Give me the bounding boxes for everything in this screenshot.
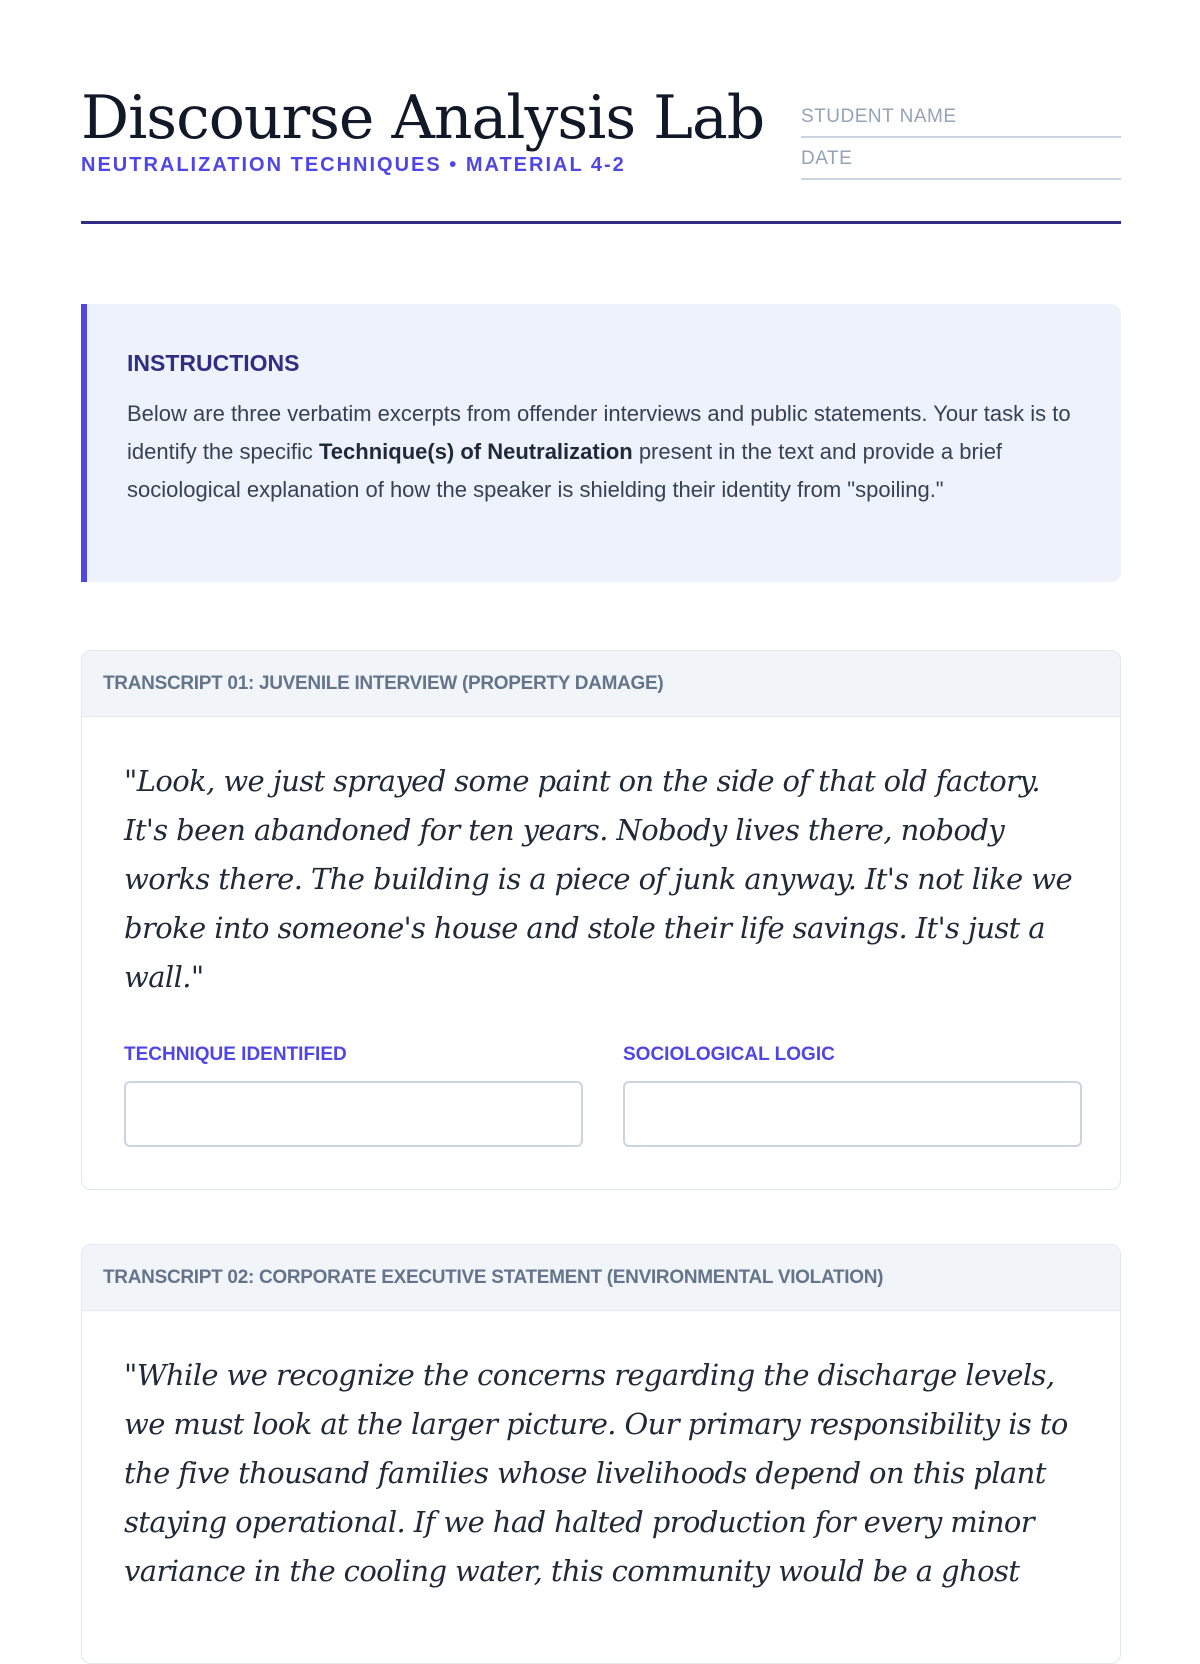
student-name-field[interactable] xyxy=(801,98,1121,138)
worksheet-header xyxy=(81,60,1121,224)
transcript-card-01 xyxy=(81,650,1121,1190)
answer-fields xyxy=(124,1041,1082,1141)
page-title: Discourse Analysis Lab xyxy=(81,83,765,153)
instructions-text-part: present in the text and provide a brief sociological explanation of how the speaker is shielding their identity from "spoiling." xyxy=(127,439,1003,502)
transcript-quote: "While we recognize the concerns regarding the discharge levels, we must look at the larger picture. Our primary responsibility is to the five thousand families whose livelihoods depend on this plant staying operational. If we had halted production for every minor variance in the cooling water, this community would be a ghost xyxy=(124,1358,1068,1588)
transcript-title: TRANSCRIPT 01: JUVENILE INTERVIEW (PROPERTY DAMAGE) xyxy=(103,672,664,694)
instructions-panel xyxy=(81,304,1121,582)
transcript-quote: "Look, we just sprayed some paint on the side of that old factory. It's been abandoned for ten years. Nobody lives there, nobody works there. The building is a piece of junk anyway. It's not like we broke into someone's house and stole their life savings. It's just a wall." xyxy=(124,764,1073,994)
transcript-card-02 xyxy=(81,1244,1121,1664)
instructions-emphasis: Technique(s) of Neutralization xyxy=(318,439,633,464)
date-field[interactable] xyxy=(801,140,1121,180)
student-name-label: STUDENT NAME xyxy=(801,106,957,127)
transcript-header xyxy=(82,1245,1120,1311)
instructions-text-part: Below are three verbatim excerpts from offender interviews and public statements. Your task is to identify the specific xyxy=(127,401,1071,464)
instructions-heading: INSTRUCTIONS xyxy=(127,350,300,376)
technique-label: TECHNIQUE IDENTIFIED xyxy=(124,1044,347,1065)
transcript-title: TRANSCRIPT 02: CORPORATE EXECUTIVE STATEMENT (ENVIRONMENTAL VIOLATION) xyxy=(103,1266,884,1288)
page-subtitle: NEUTRALIZATION TECHNIQUES • MATERIAL 4-2 xyxy=(81,154,626,176)
logic-label: SOCIOLOGICAL LOGIC xyxy=(623,1044,835,1065)
logic-input[interactable] xyxy=(623,1081,1082,1147)
transcript-header xyxy=(82,651,1120,717)
technique-input[interactable] xyxy=(124,1081,583,1147)
logic-column xyxy=(623,1041,1082,1147)
technique-column xyxy=(124,1041,583,1147)
date-label: DATE xyxy=(801,148,853,169)
instructions-text xyxy=(127,395,1075,509)
